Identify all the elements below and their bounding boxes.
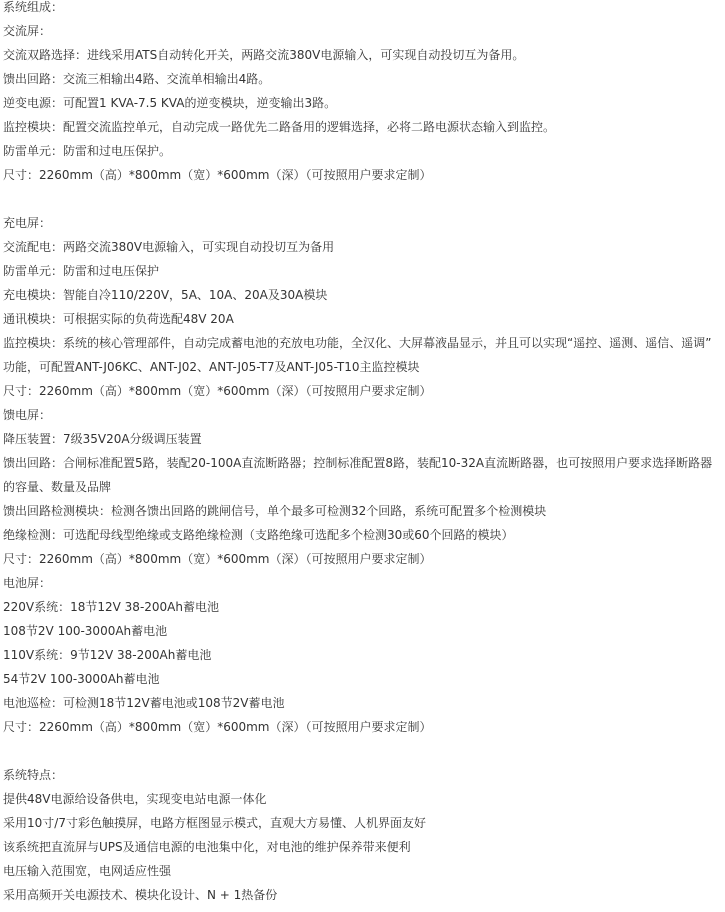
text-line: 采用高频开关电源技术、模块化设计、N + 1热备份 <box>3 888 278 902</box>
subsection-heading: 充电屏： <box>3 216 52 230</box>
text-line: 通讯模块：可根据实际的负荷选配48V 20A <box>3 312 234 326</box>
text-line: 108节2V 100-3000Ah蓄电池 <box>3 624 168 638</box>
section-heading: 系统组成： <box>3 0 64 14</box>
text-line: 尺寸：2260mm（高）*800mm（宽）*600mm（深）（可按照用户要求定制） <box>3 720 432 734</box>
text-line: 220V系统：18节12V 38-200Ah蓄电池 <box>3 600 219 614</box>
text-paragraph: 馈出回路：合闸标准配置5路，装配20-100A直流断路器；控制标准配置8路，装配10-32A直流断路器，也可按照用户要求选择断路器的容量、数量及品牌 <box>3 456 713 494</box>
text-line: 尺寸：2260mm（高）*800mm（宽）*600mm（深）（可按照用户要求定制） <box>3 384 432 398</box>
text-line: 充电模块：智能自冷110/220V，5A、10A、20A及30A模块 <box>3 288 328 302</box>
text-line: 监控模块：配置交流监控单元，自动完成一路优先二路备用的逻辑选择，必将二路电源状态输入到监控。 <box>3 120 556 134</box>
text-line: 110V系统：9节12V 38-200Ah蓄电池 <box>3 648 212 662</box>
subsection-heading: 馈电屏： <box>3 408 52 422</box>
text-line: 提供48V电源给设备供电，实现变电站电源一体化 <box>3 792 267 806</box>
text-line: 交流双路选择：进线采用ATS自动转化开关，两路交流380V电源输入，可实现自动投切互为备用。 <box>3 48 525 62</box>
blank-line <box>3 192 725 216</box>
subsection-heading: 交流屏： <box>3 24 52 38</box>
blank-line <box>3 744 725 768</box>
text-line: 绝缘检测：可选配母线型绝缘或支路绝缘检测（支路绝缘可选配多个检测30或60个回路的模块） <box>3 528 514 542</box>
text-line: 采用10寸/7寸彩色触摸屏，电路方框图显示模式，直观大方易懂、人机界面友好 <box>3 816 426 830</box>
section-heading: 系统特点： <box>3 768 64 782</box>
text-line: 降压装置：7级35V20A分级调压装置 <box>3 432 202 446</box>
text-line: 电池巡检：可检测18节12V蓄电池或108节2V蓄电池 <box>3 696 285 710</box>
text-line: 防雷单元：防雷和过电压保护 <box>3 264 160 278</box>
text-line: 54节2V 100-3000Ah蓄电池 <box>3 672 160 686</box>
text-line: 电压输入范围宽，电网适应性强 <box>3 864 172 878</box>
text-paragraph: 监控模块：系统的核心管理部件，自动完成蓄电池的充放电功能，全汉化、大屏幕液晶显示，并且可以实现“遥控、遥测、遥信、遥调” 功能，可配置ANT-J06KC、ANT-J02、ANT-J05-T7及ANT-J05-T10主监控模块 <box>3 336 712 374</box>
text-line: 该系统把直流屏与UPS及通信电源的电池集中化，对电池的维护保养带来便利 <box>3 840 411 854</box>
subsection-heading: 电池屏： <box>3 576 52 590</box>
text-line: 馈出回路：交流三相输出4路、交流单相输出4路。 <box>3 72 271 86</box>
text-line: 逆变电源：可配置1 KVA-7.5 KVA的逆变模块，逆变输出3路。 <box>3 96 337 110</box>
text-line: 防雷单元：防雷和过电压保护。 <box>3 144 172 158</box>
text-line: 尺寸：2260mm（高）*800mm（宽）*600mm（深）（可按照用户要求定制） <box>3 552 432 566</box>
text-line: 馈出回路检测模块：检测各馈出回路的跳闸信号，单个最多可检测32个回路，系统可配置多个检测模块 <box>3 504 547 518</box>
text-line: 交流配电：两路交流380V电源输入，可实现自动投切互为备用 <box>3 240 335 254</box>
text-line: 尺寸：2260mm（高）*800mm（宽）*600mm（深）（可按照用户要求定制） <box>3 168 432 182</box>
